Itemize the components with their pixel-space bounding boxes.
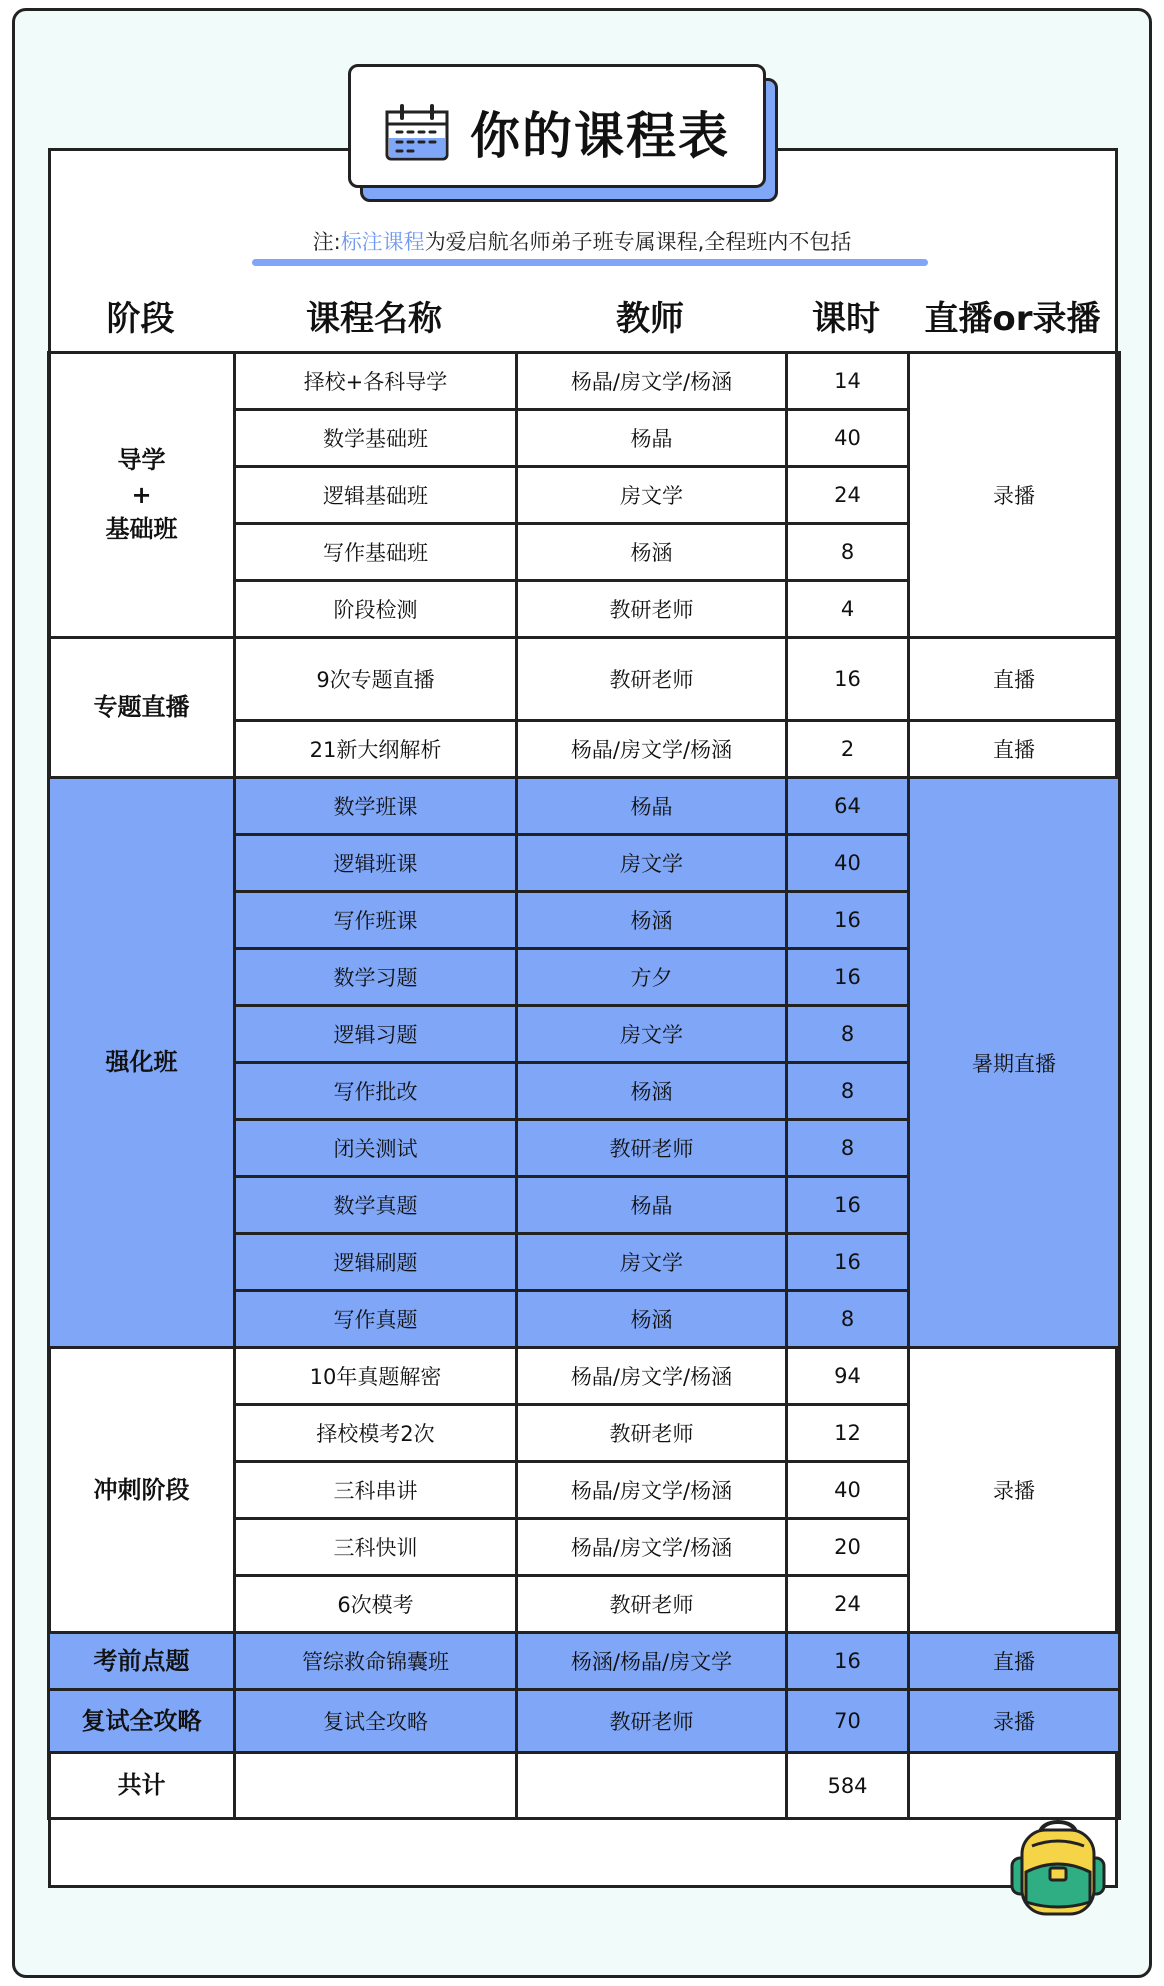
hours-cell: 24: [787, 467, 909, 524]
course-cell: 逻辑刷题: [235, 1234, 517, 1291]
teacher-cell: 教研老师: [517, 1120, 787, 1177]
teacher-cell: 房文学: [517, 467, 787, 524]
course-cell: 三科串讲: [235, 1462, 517, 1519]
note-prefix: 注:: [312, 230, 341, 254]
hours-cell: 16: [787, 638, 909, 721]
course-cell: 复试全攻略: [235, 1690, 517, 1753]
teacher-cell: 杨晶: [517, 410, 787, 467]
hours-cell: 8: [787, 1006, 909, 1063]
mode-cell: 录播: [909, 1348, 1120, 1633]
note-text: [0, 226, 1164, 256]
course-cell: 写作基础班: [235, 524, 517, 581]
course-cell: 写作真题: [235, 1291, 517, 1348]
teacher-cell: 杨晶/房文学/杨涵: [517, 1348, 787, 1405]
note-underline: [252, 259, 928, 266]
hours-cell: 8: [787, 1291, 909, 1348]
hours-cell: 70: [787, 1690, 909, 1753]
teacher-cell: 房文学: [517, 835, 787, 892]
teacher-cell: 杨涵: [517, 524, 787, 581]
teacher-cell: 杨晶/房文学/杨涵: [517, 721, 787, 778]
teacher-cell: 杨晶/房文学/杨涵: [517, 353, 787, 410]
teacher-cell: 杨晶: [517, 778, 787, 835]
hours-cell: 12: [787, 1405, 909, 1462]
page-title: 你的课程表: [470, 107, 730, 165]
mode-cell: 直播: [909, 638, 1120, 721]
table-row: [49, 1690, 1120, 1753]
calendar-icon: [384, 104, 450, 162]
hours-cell: 16: [787, 1234, 909, 1291]
teacher-cell: 杨涵: [517, 1063, 787, 1120]
teacher-cell: 教研老师: [517, 638, 787, 721]
hours-cell: 40: [787, 835, 909, 892]
course-cell: 数学真题: [235, 1177, 517, 1234]
course-cell: 阶段检测: [235, 581, 517, 638]
backpack-icon: [1002, 1812, 1114, 1918]
course-cell: 写作批改: [235, 1063, 517, 1120]
hours-cell: 20: [787, 1519, 909, 1576]
table-row-total: [49, 1753, 1120, 1819]
teacher-cell: 教研老师: [517, 1690, 787, 1753]
hours-cell: 14: [787, 353, 909, 410]
hours-cell: 4: [787, 581, 909, 638]
header-stage: 阶段: [106, 299, 175, 339]
hours-cell: 16: [787, 949, 909, 1006]
course-cell: 写作班课: [235, 892, 517, 949]
stage-cell: 冲刺阶段: [49, 1348, 235, 1633]
stage-label: 基础班: [105, 515, 178, 544]
hours-cell: 64: [787, 778, 909, 835]
teacher-cell: 杨晶: [517, 1177, 787, 1234]
course-cell: 逻辑基础班: [235, 467, 517, 524]
course-cell: 数学习题: [235, 949, 517, 1006]
course-cell: 管综救命锦囊班: [235, 1633, 517, 1690]
stage-cell: 专题直播: [49, 638, 235, 778]
header-course: 课程名称: [306, 299, 442, 339]
table-row: [49, 778, 1120, 835]
table-row: [49, 353, 1120, 410]
course-cell: [235, 1753, 517, 1819]
stage-plus: +: [131, 480, 152, 509]
teacher-cell: 房文学: [517, 1006, 787, 1063]
table-row: [49, 1633, 1120, 1690]
hours-cell: 16: [787, 892, 909, 949]
course-cell: 逻辑班课: [235, 835, 517, 892]
header-hours: 课时: [812, 299, 880, 339]
mode-cell: 直播: [909, 721, 1120, 778]
hours-cell: 584: [787, 1753, 909, 1819]
teacher-cell: 房文学: [517, 1234, 787, 1291]
teacher-cell: 方夕: [517, 949, 787, 1006]
stage-label: 导学: [117, 445, 166, 474]
course-cell: 6次模考: [235, 1576, 517, 1633]
hours-cell: 40: [787, 1462, 909, 1519]
hours-cell: 16: [787, 1177, 909, 1234]
hours-cell: 2: [787, 721, 909, 778]
course-cell: 择校模考2次: [235, 1405, 517, 1462]
teacher-cell: 教研老师: [517, 1576, 787, 1633]
hours-cell: 24: [787, 1576, 909, 1633]
course-cell: 9次专题直播: [235, 638, 517, 721]
course-cell: 择校+各科导学: [235, 353, 517, 410]
stage-cell: 强化班: [49, 778, 235, 1348]
header-mode: 直播or录播: [924, 299, 1101, 339]
hours-cell: 8: [787, 1063, 909, 1120]
stage-cell: 共计: [49, 1753, 235, 1819]
mode-cell: 录播: [909, 353, 1120, 638]
teacher-cell: 教研老师: [517, 581, 787, 638]
course-cell: 数学班课: [235, 778, 517, 835]
table-row: [49, 638, 1120, 721]
teacher-cell: 杨涵: [517, 892, 787, 949]
stage-cell: [49, 353, 235, 638]
hours-cell: 94: [787, 1348, 909, 1405]
teacher-cell: 杨晶/房文学/杨涵: [517, 1519, 787, 1576]
hours-cell: 16: [787, 1633, 909, 1690]
hours-cell: 40: [787, 410, 909, 467]
teacher-cell: 杨涵/杨晶/房文学: [517, 1633, 787, 1690]
header-teacher: 教师: [616, 299, 684, 339]
mode-cell: 录播: [909, 1690, 1120, 1753]
stage-cell: 复试全攻略: [49, 1690, 235, 1753]
mode-cell: 直播: [909, 1633, 1120, 1690]
course-cell: 闭关测试: [235, 1120, 517, 1177]
hours-cell: 8: [787, 524, 909, 581]
course-cell: 逻辑习题: [235, 1006, 517, 1063]
stage-cell: 考前点题: [49, 1633, 235, 1690]
teacher-cell: 教研老师: [517, 1405, 787, 1462]
mode-cell: 暑期直播: [909, 778, 1120, 1348]
note-highlight: 标注课程: [340, 230, 425, 254]
teacher-cell: [517, 1753, 787, 1819]
teacher-cell: 杨晶/房文学/杨涵: [517, 1462, 787, 1519]
course-cell: 数学基础班: [235, 410, 517, 467]
course-cell: 10年真题解密: [235, 1348, 517, 1405]
note-body: 为爱启航名师弟子班专属课程,全程班内不包括: [424, 230, 852, 254]
teacher-cell: 杨涵: [517, 1291, 787, 1348]
table-row: [49, 1348, 1120, 1405]
schedule-table: [47, 351, 1121, 1820]
course-cell: 三科快训: [235, 1519, 517, 1576]
hours-cell: 8: [787, 1120, 909, 1177]
course-cell: 21新大纲解析: [235, 721, 517, 778]
mode-cell: [909, 1753, 1120, 1819]
